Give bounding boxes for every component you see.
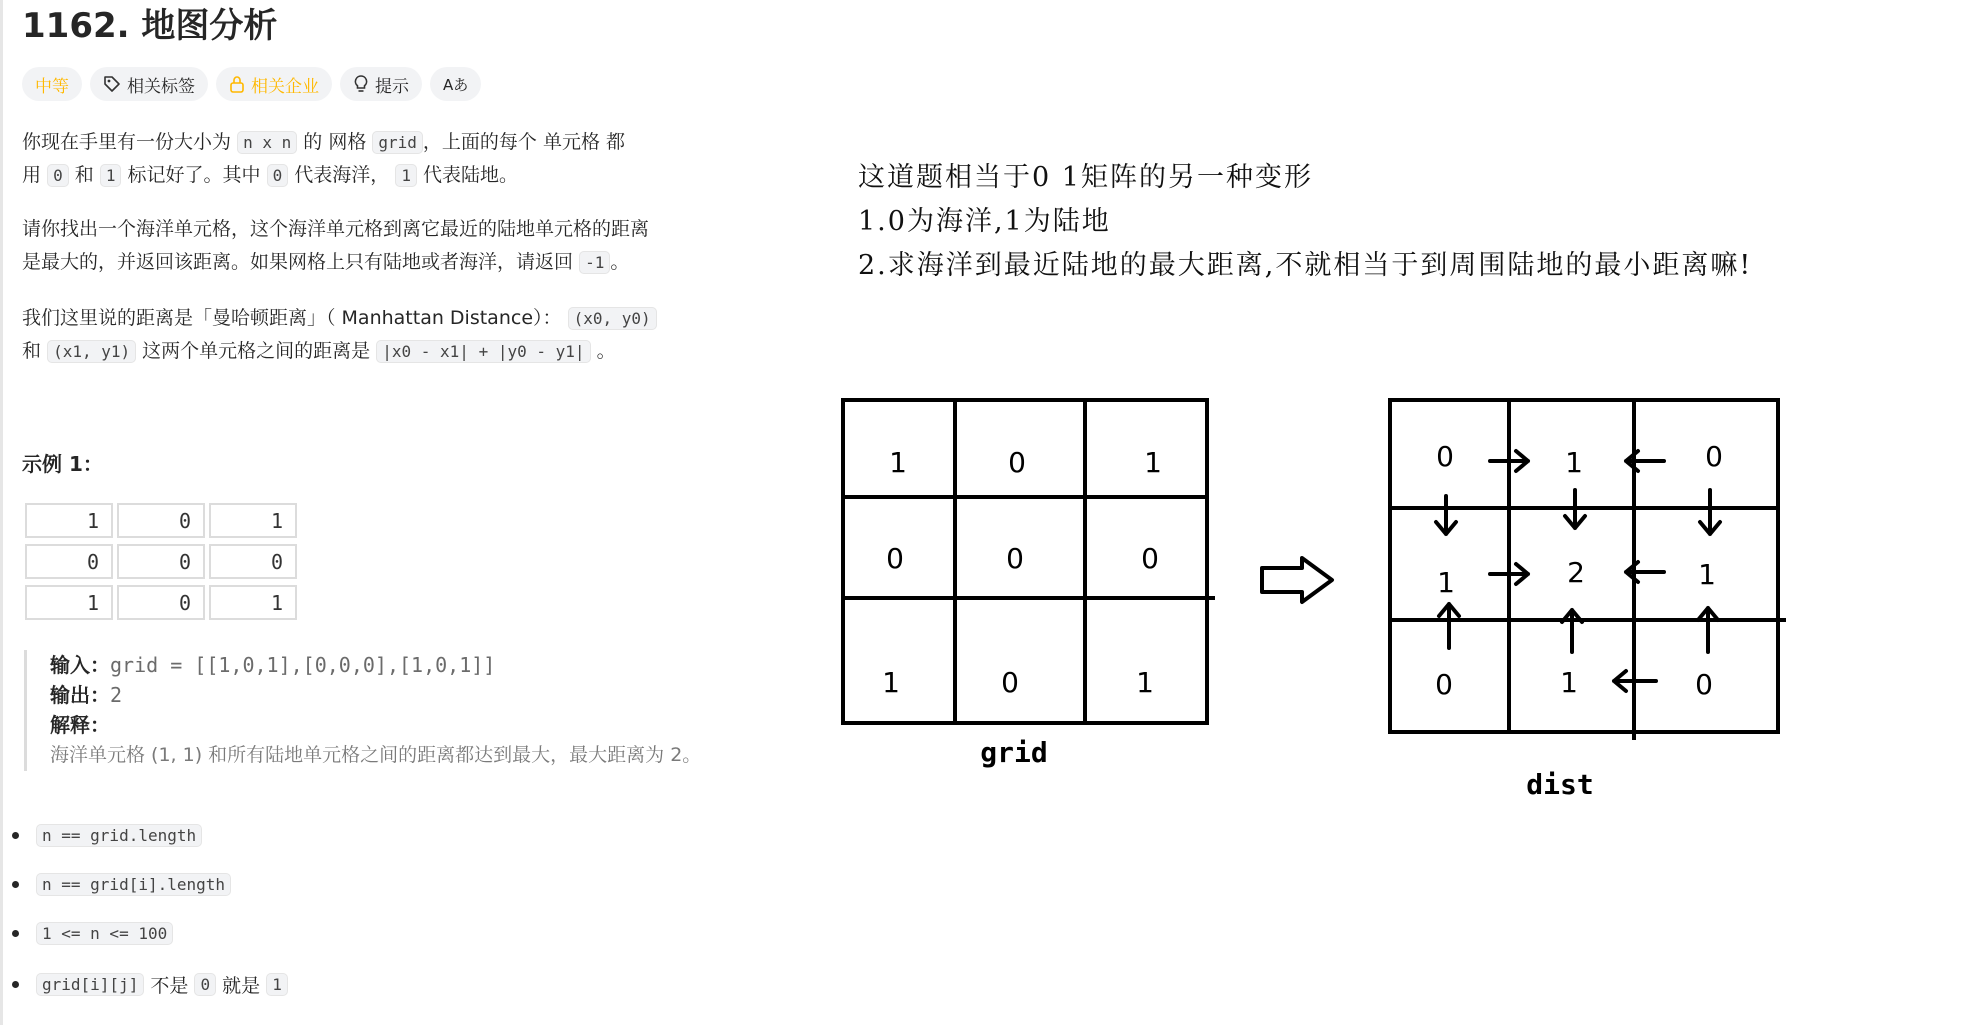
input-value: grid = [[1,0,1],[0,0,0],[1,0,1]] <box>110 653 496 677</box>
dist-value: 1 <box>1437 566 1455 599</box>
input-label: 输入： <box>50 653 110 677</box>
note-line-3: 2.求海洋到最近陆地的最大距离,不就相当于到周围陆地的最小距离嘛! <box>858 250 1753 281</box>
text: 和 <box>22 340 42 362</box>
grid-value: 0 <box>886 542 904 575</box>
arrow-up-icon <box>1562 610 1582 652</box>
dist-value: 1 <box>1565 446 1583 479</box>
note-line-1: 这道题相当于0 1矩阵的另一种变形 <box>858 162 1313 193</box>
grid-value: 0 <box>1001 666 1019 699</box>
grid-cell: 1 <box>209 585 297 620</box>
inline-code: |x0 - x1| + |y0 - y1| <box>376 340 590 363</box>
text: 标记好了。其中 <box>127 164 261 186</box>
grid-value: 1 <box>889 446 907 479</box>
transform-arrow-icon <box>1262 558 1332 602</box>
constraint-code: n == grid.length <box>36 824 202 847</box>
grid-value: 1 <box>1136 666 1154 699</box>
grid-cell: 0 <box>117 544 205 579</box>
text: 。 <box>596 340 616 362</box>
grid-value: 1 <box>1144 446 1162 479</box>
text: ，上面的每个 单元格 都 <box>422 131 625 153</box>
grid-value: 0 <box>1141 542 1159 575</box>
dist-value: 2 <box>1567 556 1585 589</box>
output-value: 2 <box>110 683 123 707</box>
dist-value: 0 <box>1695 668 1713 701</box>
grid-cell: 0 <box>117 585 205 620</box>
dist-caption: dist <box>1526 768 1594 801</box>
constraint-code: 1 <box>266 973 288 996</box>
text: 用 <box>22 164 42 186</box>
explain-label: 解释： <box>50 713 110 737</box>
dist-value: 0 <box>1436 440 1454 473</box>
constraint-code: grid[i][j] <box>36 973 144 996</box>
text: 是最大的，并返回该距离。如果网格上只有陆地或者海洋，请返回 <box>22 251 574 273</box>
hint-label: 提示 <box>375 76 409 97</box>
text: 这两个单元格之间的距离是 <box>142 340 371 362</box>
constraint-code: n == grid[i].length <box>36 873 231 896</box>
example-title: 示例 1： <box>22 452 103 476</box>
dist-value: 0 <box>1705 440 1723 473</box>
constraint-code: 0 <box>194 973 216 996</box>
difficulty-label: 中等 <box>35 76 69 97</box>
output-label: 输出： <box>50 683 110 707</box>
grid-cell: 0 <box>117 503 205 538</box>
grid-value: 1 <box>882 666 900 699</box>
arrow-up-icon <box>1698 608 1718 652</box>
inline-code: grid <box>372 131 423 154</box>
inline-code: (x0, y0) <box>568 307 657 330</box>
grid-value: 0 <box>1006 542 1024 575</box>
problem-title: 1162. 地图分析 <box>22 6 278 46</box>
arrow-up-icon <box>1439 604 1459 648</box>
text: 我们这里说的距离是「曼哈顿距离」（ Manhattan Distance）： <box>22 307 562 329</box>
dist-value: 0 <box>1435 668 1453 701</box>
inline-code: n x n <box>237 131 297 154</box>
dist-value: 1 <box>1560 666 1578 699</box>
text: 代表海洋， <box>294 164 390 186</box>
explain-text: 海洋单元格 (1, 1) 和所有陆地单元格之间的距离都达到最大，最大距离为 2。 <box>50 744 702 766</box>
text: 就是 <box>222 975 261 997</box>
grid-value: 0 <box>1008 446 1026 479</box>
dist-value: 1 <box>1698 558 1716 591</box>
grid-cell: 0 <box>209 544 297 579</box>
text: 的 网格 <box>303 131 367 153</box>
inline-code: 0 <box>47 164 69 187</box>
inline-code: 0 <box>267 164 289 187</box>
arrow-left-icon <box>1626 451 1664 471</box>
text: 。 <box>610 251 630 273</box>
inline-code: (x1, y1) <box>47 340 136 363</box>
arrow-down-icon <box>1700 490 1720 534</box>
arrow-down-icon <box>1436 496 1456 534</box>
note-line-2: 1.0为海洋,1为陆地 <box>858 206 1111 237</box>
inline-code: -1 <box>579 251 610 274</box>
text: 你现在手里有一份大小为 <box>22 131 232 153</box>
text: 不是 <box>150 975 189 997</box>
related-companies-label: 相关企业 <box>251 76 319 97</box>
text: 和 <box>74 164 94 186</box>
translate-icon: Aあ <box>443 75 469 94</box>
text: 请你找出一个海洋单元格，这个海洋单元格到离它最近的陆地单元格的距离 <box>22 218 650 240</box>
related-tags-label: 相关标签 <box>127 76 195 97</box>
text: 代表陆地。 <box>423 164 519 186</box>
grid-cell: 1 <box>25 585 113 620</box>
grid-cell: 0 <box>25 544 113 579</box>
inline-code: 1 <box>100 164 122 187</box>
grid-cell: 1 <box>25 503 113 538</box>
constraint-code: 1 <= n <= 100 <box>36 922 173 945</box>
grid-cell: 1 <box>209 503 297 538</box>
arrow-left-icon <box>1626 562 1664 582</box>
grid-caption: grid <box>980 736 1048 769</box>
inline-code: 1 <box>395 164 417 187</box>
